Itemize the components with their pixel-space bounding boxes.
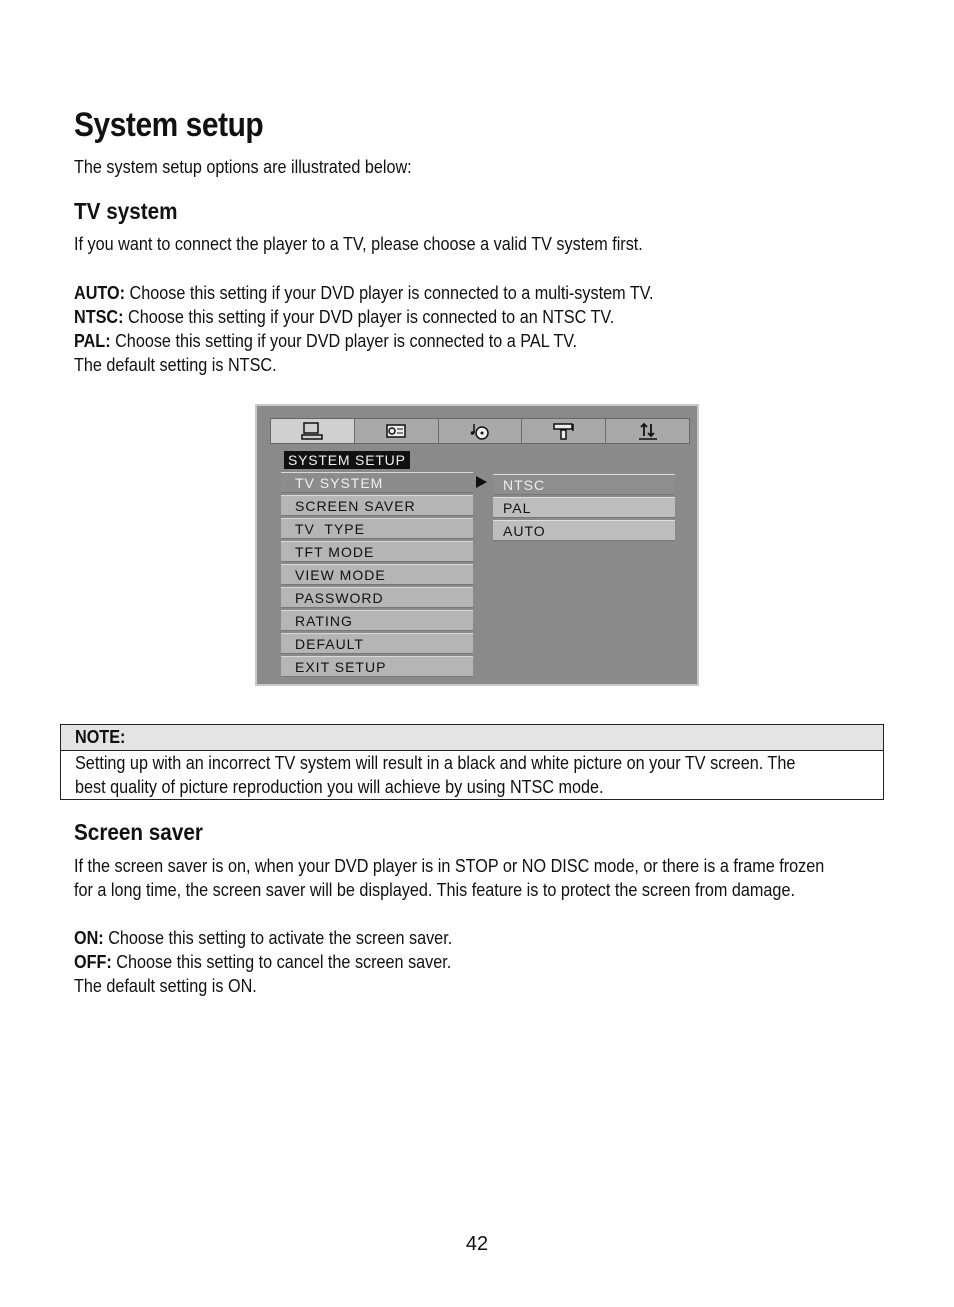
- menu-item-rating[interactable]: RATING: [281, 610, 473, 631]
- menu-item-password[interactable]: PASSWORD: [281, 587, 473, 608]
- menu-item-tft-mode[interactable]: TFT MODE: [281, 541, 473, 562]
- note-body: [75, 751, 867, 799]
- tab-video[interactable]: [522, 419, 606, 443]
- screen-saver-heading: Screen saver: [74, 819, 203, 845]
- tv-system-heading: TV system: [74, 198, 178, 224]
- tab-disc[interactable]: [439, 419, 523, 443]
- speaker-card-icon: [382, 421, 410, 441]
- option-ntsc: NTSC: Choose this setting if your DVD player is connected to an NTSC TV.: [74, 307, 615, 327]
- tab-audio[interactable]: [355, 419, 439, 443]
- note-line-2: best quality of picture reproduction you will achieve by using NTSC mode.: [75, 777, 604, 797]
- note-header: [61, 725, 883, 751]
- screen-saver-line-2: for a long time, the screen saver will be displayed. This feature is to protect the screen from damage.: [74, 880, 795, 900]
- note-line-1: Setting up with an incorrect TV system will result in a black and white picture on your TV screen. The: [75, 753, 796, 773]
- tab-system[interactable]: [271, 419, 355, 443]
- osd-tab-bar: [270, 418, 690, 444]
- osd-menu-title: SYSTEM SETUP: [284, 451, 410, 469]
- system-setup-screenshot: [255, 404, 699, 686]
- intro-text: The system setup options are illustrated below:: [74, 157, 412, 177]
- submenu-item-auto[interactable]: AUTO: [493, 520, 675, 541]
- menu-item-screen-saver[interactable]: SCREEN SAVER: [281, 495, 473, 516]
- video-settings-icon: [550, 421, 578, 441]
- monitor-icon: [298, 421, 326, 441]
- menu-item-tv-system[interactable]: TV SYSTEM: [281, 472, 473, 493]
- menu-item-exit-setup[interactable]: EXIT SETUP: [281, 656, 473, 677]
- option-on: ON: Choose this setting to activate the screen saver.: [74, 928, 453, 948]
- menu-item-view-mode[interactable]: VIEW MODE: [281, 564, 473, 585]
- tv-system-description: If you want to connect the player to a TV, please choose a valid TV system first.: [74, 234, 643, 254]
- submenu-item-pal[interactable]: PAL: [493, 497, 675, 518]
- menu-item-tv-type[interactable]: TV TYPE: [281, 518, 473, 539]
- page-title: System setup: [74, 106, 264, 144]
- page-number: 42: [465, 1233, 489, 1255]
- submenu-item-ntsc[interactable]: NTSC: [493, 474, 675, 495]
- note-box: [60, 724, 884, 800]
- osd-main-menu: [281, 472, 473, 679]
- osd-submenu: [493, 474, 675, 543]
- menu-item-default[interactable]: DEFAULT: [281, 633, 473, 654]
- screen-saver-default: The default setting is ON.: [74, 976, 257, 996]
- screen-saver-line-1: If the screen saver is on, when your DVD player is in STOP or NO DISC mode, or there is a frame frozen: [74, 856, 825, 876]
- sort-arrows-icon: [634, 421, 662, 441]
- tv-system-default: The default setting is NTSC.: [74, 355, 277, 375]
- music-disc-icon: [466, 421, 494, 441]
- option-off: OFF: Choose this setting to cancel the screen saver.: [74, 952, 452, 972]
- note-label: NOTE:: [75, 727, 126, 747]
- option-pal: PAL: Choose this setting if your DVD player is connected to a PAL TV.: [74, 331, 578, 351]
- option-auto: AUTO: Choose this setting if your DVD player is connected to a multi-system TV.: [74, 283, 654, 303]
- selection-arrow-icon: [476, 476, 487, 488]
- tab-preferences[interactable]: [606, 419, 689, 443]
